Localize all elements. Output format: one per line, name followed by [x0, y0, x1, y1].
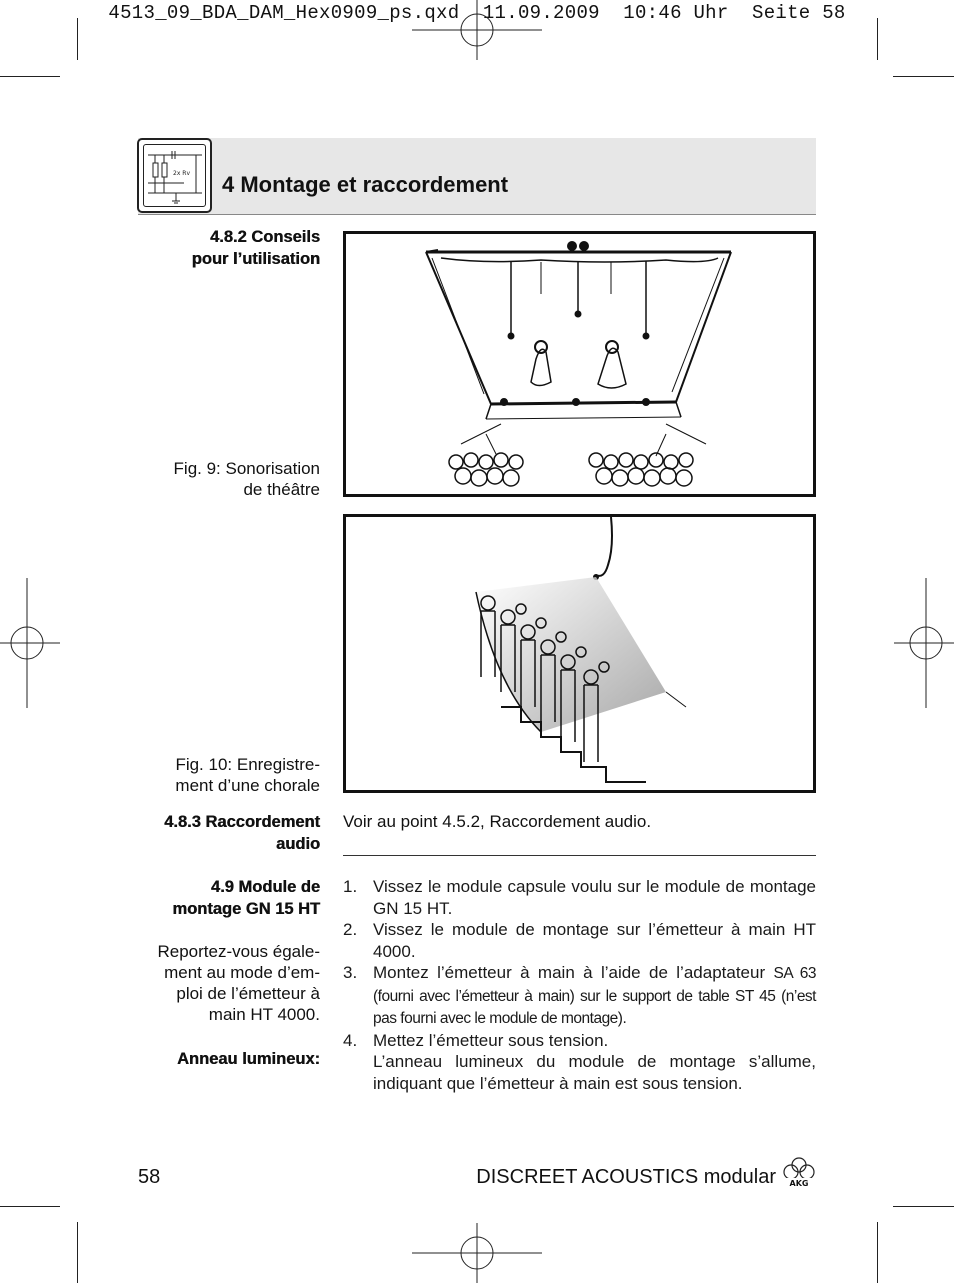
- audio-connection-text: Voir au point 4.5.2, Raccordement audio.: [343, 812, 652, 831]
- list-item: 4. Mettez l’émetteur sous tension. L’anneau lumineux du module de montage s’allume, indiquant que l’émetteur à main est sous tension.: [343, 1030, 816, 1093]
- footer-brand: DISCREET ACOUSTICS modular: [476, 1166, 776, 1188]
- circuit-logo-icon: [137, 138, 212, 213]
- page-number: 58: [138, 1166, 161, 1188]
- mounting-steps-list: [343, 876, 816, 1094]
- figure-10-caption: Fig. 10: Enregistre- ment d’une chorale: [175, 755, 320, 795]
- list-item: 2. Vissez le module de montage sur l’émetteur à main HT 4000.: [343, 920, 816, 961]
- print-slug-line: 4513_09_BDA_DAM_Hex0909_ps.qxd 11.09.2009 10:46 Uhr Seite 58: [108, 2, 846, 24]
- ring-label: Anneau lumineux:: [176, 1050, 320, 1068]
- svg-text:AKG: AKG: [789, 1179, 809, 1188]
- chapter-title: 4 Montage et raccordement: [222, 172, 509, 197]
- figure-choir-recording: [343, 514, 816, 793]
- section-heading-4-9: 4.9 Module de montage GN 15 HT: [172, 878, 320, 918]
- figure-9-caption: Fig. 9: Sonorisation de théâtre: [173, 459, 320, 499]
- mode-emploi-note: Reportez-vous égale- ment au mode d’em- ploi de l’émetteur à main HT 4000.: [157, 942, 320, 1024]
- section-divider: [343, 855, 816, 856]
- section-heading-4-8-3: 4.8.3 Raccordement audio: [164, 813, 320, 853]
- akg-logo-icon: [780, 1156, 818, 1190]
- list-item: 3. Montez l’émetteur à main à l’aide de l’adaptateur SA 63 (fourni avec l’émetteur à main) sur le support de table ST 45 (n’est pas fourni avec le module de montage).: [343, 963, 817, 1027]
- figure-theatre-sonorisation: [343, 231, 816, 497]
- svg-text:2x Rv: 2x Rv: [173, 170, 190, 177]
- section-heading-4-8-2: 4.8.2 Conseils pour l’utilisation: [191, 228, 320, 268]
- list-item: 1. Vissez le module capsule voulu sur le module de montage GN 15 HT.: [343, 877, 816, 918]
